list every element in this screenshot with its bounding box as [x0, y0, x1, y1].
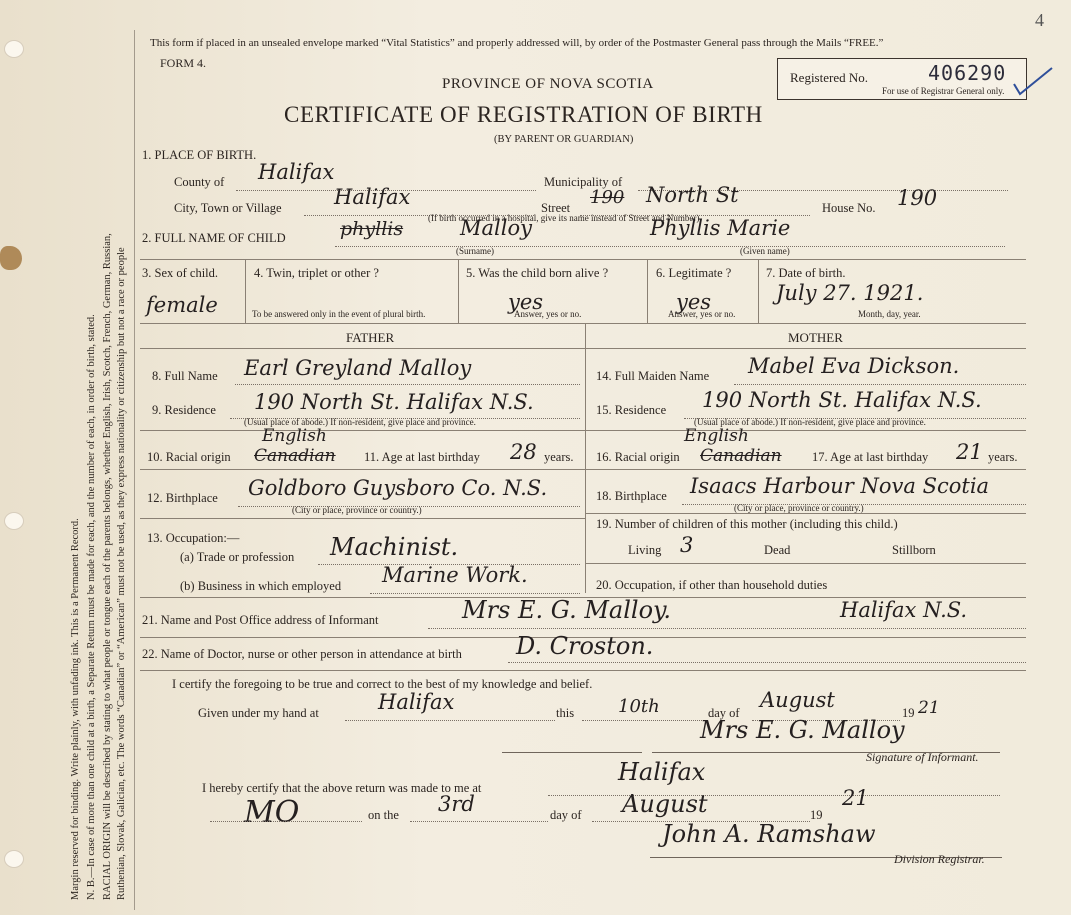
father-race-struck: Canadian [254, 446, 336, 466]
dead-label: Dead [764, 543, 791, 557]
registrar-day-of-label: day of [550, 808, 582, 822]
registrar-note: For use of Registrar General only. [882, 86, 1005, 96]
alive-label: 5. Was the child born alive ? [466, 266, 609, 280]
given-year-prefix: 19 [902, 706, 915, 720]
postal-notice: This form if placed in an unsealed envelope marked “Vital Statistics” and properly addressed will, by order of the Postmaster General pass through the Mails “FREE.” [150, 37, 884, 49]
dob-label: 7. Date of birth. [766, 266, 846, 280]
father-age: 28 [510, 440, 537, 464]
sidebar-line-1: Margin reserved for binding. Write plainly, with unfading ink. This is a Permanent Record. [70, 518, 81, 900]
given-year: 21 [918, 698, 940, 718]
child-name-struck: phyllis [340, 218, 404, 240]
house-label: House No. [822, 201, 876, 215]
mother-name: Mabel Eva Dickson. [748, 354, 960, 378]
checkmark-icon [1012, 66, 1054, 96]
informant-name: Mrs E. G. Malloy. [462, 596, 672, 624]
binding-hole [4, 850, 24, 868]
informant-signature: Mrs E. G. Malloy [700, 716, 905, 744]
street-value: North St [646, 183, 739, 207]
mother-residence-label: 15. Residence [596, 403, 667, 417]
given-name-note: (Given name) [740, 246, 790, 256]
dob-value: July 27. 1921. [776, 281, 924, 305]
sidebar-line-3: RACIAL ORIGIN will be described by stating to what people or tongue each of the parents belongs, whether English, Irish, Scotch, French, German, Russian, [102, 233, 113, 900]
twin-note: To be answered only in the event of plural birth. [252, 309, 426, 319]
father-name: Earl Greyland Malloy [244, 356, 472, 380]
corner-mark: 4 [1035, 10, 1044, 30]
father-business: Marine Work. [382, 563, 528, 587]
father-age-label: 11. Age at last birthday [364, 450, 480, 464]
informant-label: 21. Name and Post Office address of Informant [142, 613, 379, 627]
child-given-name: Phyllis Marie [650, 216, 791, 240]
alive-value: yes [508, 290, 544, 314]
registrar-year-prefix: 19 [810, 808, 823, 822]
registered-label: Registered No. [790, 70, 868, 85]
city-label: City, Town or Village [174, 201, 282, 215]
province-heading: PROVINCE OF NOVA SCOTIA [442, 76, 654, 92]
hospital-note: (If birth occurred in a hospital, give its name instead of Street and Number) [428, 213, 700, 223]
doctor-label: 22. Name of Doctor, nurse or other person in attendance at birth [142, 647, 462, 661]
sex-value: female [146, 293, 218, 317]
registrar-place: Halifax [618, 758, 706, 786]
informant-address: Halifax N.S. [840, 598, 968, 622]
father-residence-label: 9. Residence [152, 403, 216, 417]
mother-age-label: 17. Age at last birthday [812, 450, 929, 464]
father-residence-note: (Usual place of abode.) If non-resident, give place and province. [244, 417, 476, 427]
father-race-label: 10. Racial origin [147, 450, 231, 464]
mother-residence: 190 North St. Halifax N.S. [702, 388, 982, 412]
registrar-year: 21 [842, 786, 869, 810]
alive-note: Answer, yes or no. [514, 309, 582, 319]
certify-text: I certify the foregoing to be true and correct to the best of my knowledge and belief. [172, 677, 593, 691]
given-month: August [760, 688, 835, 712]
sex-label: 3. Sex of child. [142, 266, 219, 280]
mother-residence-note: (Usual place of abode.) If non-resident, give place and province. [694, 417, 926, 427]
father-trade-label: (a) Trade or profession [180, 550, 295, 564]
sidebar-line-4: Ruthenian, Slovak, Galician, etc. The words “Canadian” or “American” must not be used, as they express nationality or citizenship but not a race or people [116, 247, 127, 900]
street-struck: 190 [590, 187, 625, 208]
registrar-day: 3rd [438, 792, 475, 816]
legitimate-label: 6. Legitimate ? [656, 266, 732, 280]
father-birthplace: Goldboro Guysboro Co. N.S. [248, 476, 548, 500]
father-business-label: (b) Business in which employed [180, 579, 342, 593]
child-surname: Malloy [460, 216, 532, 240]
father-years-label: years. [544, 450, 574, 464]
mother-age: 21 [956, 440, 983, 464]
registrar-signature: John A. Ramshaw [662, 820, 876, 848]
stillborn-label: Stillborn [892, 543, 936, 557]
county-label: County of [174, 175, 225, 189]
doctor-name: D. Croston. [516, 632, 654, 660]
registered-number: 406290 [928, 61, 1007, 85]
legitimate-note: Answer, yes or no. [668, 309, 736, 319]
sidebar-line-2: N. B.—In case of more than one child at a birth, a Separate Return must be made for each, and the number of each, in order of birth, stated. [86, 314, 97, 900]
father-occupation-label: 13. Occupation:— [147, 531, 240, 545]
this-label: this [556, 706, 575, 720]
dob-note: Month, day, year. [858, 309, 921, 319]
registrar-month: August [622, 790, 708, 818]
father-heading: FATHER [346, 330, 395, 345]
registrar-mo: MO [244, 795, 300, 830]
children-count-label: 19. Number of children of this mother (including this child.) [596, 517, 898, 531]
page-title: CERTIFICATE OF REGISTRATION OF BIRTH [284, 102, 763, 127]
father-residence: 190 North St. Halifax N.S. [254, 390, 534, 414]
mother-occupation-label: 20. Occupation, if other than household duties [596, 578, 828, 592]
mother-race: English [684, 426, 749, 446]
mother-birthplace-note: (City or place, province or country.) [734, 503, 864, 513]
binding-hole [4, 512, 24, 530]
mother-name-label: 14. Full Maiden Name [596, 369, 710, 383]
on-the-label: on the [368, 808, 399, 822]
place-label: 1. PLACE OF BIRTH. [142, 148, 257, 162]
county-value: Halifax [258, 160, 335, 184]
registrar-caption: Division Registrar. [894, 852, 985, 866]
binding-hole [4, 40, 24, 58]
father-trade: Machinist. [330, 533, 459, 561]
given-label: Given under my hand at [198, 706, 319, 720]
mother-years-label: years. [988, 450, 1018, 464]
child-name-label: 2. FULL NAME OF CHILD [142, 231, 286, 245]
registration-box [777, 58, 1027, 100]
given-day: 10th [618, 696, 660, 717]
registrar-text: I hereby certify that the above return was made to me at [202, 781, 482, 795]
father-birthplace-note: (City or place, province or country.) [292, 505, 422, 515]
street-label: Street [541, 201, 571, 215]
living-label: Living [628, 543, 662, 557]
mother-birthplace: Isaacs Harbour Nova Scotia [690, 474, 990, 498]
margin-rule [134, 30, 135, 910]
paper-tear [0, 246, 22, 270]
surname-note: (Surname) [456, 246, 494, 256]
twin-label: 4. Twin, triplet or other ? [254, 266, 379, 280]
given-place: Halifax [378, 690, 455, 714]
living-count: 3 [680, 533, 694, 557]
father-name-label: 8. Full Name [152, 369, 218, 383]
father-race: English [262, 426, 327, 446]
mother-race-label: 16. Racial origin [596, 450, 680, 464]
city-value: Halifax [334, 185, 411, 209]
legitimate-value: yes [676, 290, 712, 314]
day-of-label: day of [708, 706, 740, 720]
mother-heading: MOTHER [788, 330, 843, 345]
house-value: 190 [897, 186, 938, 210]
municipality-label: Municipality of [544, 175, 623, 189]
page-subtitle: (BY PARENT OR GUARDIAN) [494, 134, 634, 145]
form-number: FORM 4. [160, 56, 207, 70]
mother-race-struck: Canadian [700, 446, 782, 466]
father-birthplace-label: 12. Birthplace [147, 491, 218, 505]
mother-birthplace-label: 18. Birthplace [596, 489, 667, 503]
informant-signature-caption: Signature of Informant. [866, 750, 979, 764]
